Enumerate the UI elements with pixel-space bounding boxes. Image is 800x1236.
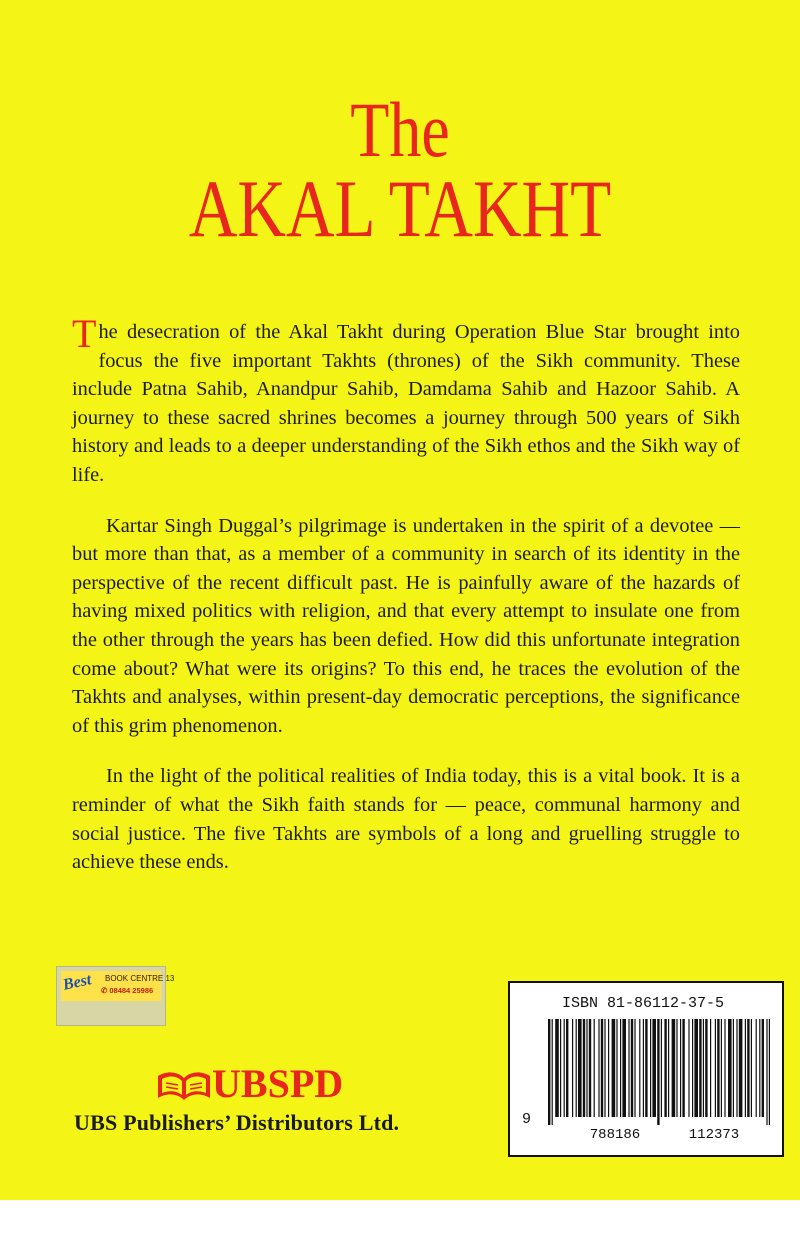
- open-book-icon: [154, 1064, 214, 1104]
- title-akal-takht: AKAL TAKHT: [188, 163, 612, 254]
- blurb-paragraph-1: [72, 311, 740, 490]
- barcode-bar: [762, 1019, 764, 1117]
- isbn-label: ISBN 81-86112-37-5: [562, 995, 725, 1012]
- barcode-left-digits: 788186: [576, 1127, 654, 1143]
- barcode-bar: [583, 1019, 585, 1117]
- barcode-bar: [620, 1019, 621, 1117]
- barcode-bar: [650, 1019, 651, 1117]
- bookshop-sticker: [56, 966, 175, 1026]
- sticker-phone: ✆ 08484 25986: [101, 986, 154, 995]
- publisher-brand: UBSPD: [212, 1061, 344, 1106]
- barcode-bar: [703, 1019, 704, 1117]
- barcode-bar: [736, 1019, 737, 1117]
- barcode-bar: [645, 1019, 647, 1117]
- blurb-text: [72, 311, 740, 899]
- title-the: The: [350, 86, 450, 173]
- barcode-bar: [634, 1019, 635, 1117]
- barcode-bar: [705, 1019, 707, 1117]
- barcode-bar: [589, 1019, 591, 1117]
- barcode-bar: [717, 1019, 719, 1117]
- barcode-bar: [566, 1019, 568, 1117]
- barcode-bar: [555, 1019, 559, 1117]
- sticker-brand: Best: [61, 971, 93, 994]
- barcode-bar: [682, 1019, 684, 1117]
- barcode-bar: [576, 1019, 577, 1117]
- barcode-bar: [604, 1019, 605, 1117]
- barcode-bar: [639, 1019, 640, 1117]
- barcode-bar: [552, 1019, 553, 1125]
- barcode-bar: [747, 1019, 749, 1117]
- barcode-bar: [699, 1019, 701, 1117]
- barcode-lead-digit: 9: [522, 1111, 532, 1128]
- barcode-bar: [688, 1019, 689, 1117]
- barcode-bar: [724, 1019, 725, 1117]
- barcode-bar: [692, 1019, 693, 1117]
- barcode-bar: [676, 1019, 677, 1117]
- barcode-bar: [710, 1019, 711, 1117]
- sticker-label: [61, 971, 175, 1001]
- barcode-bar: [643, 1019, 644, 1117]
- barcode-bar: [745, 1019, 746, 1117]
- barcode-right-digits: 112373: [674, 1127, 754, 1143]
- barcode-bar: [721, 1019, 722, 1117]
- barcode-bar: [608, 1019, 609, 1117]
- barcode-bar: [672, 1019, 676, 1117]
- barcode-bar: [769, 1019, 770, 1125]
- sticker-shop-name: [105, 974, 174, 983]
- barcode-bar: [661, 1019, 662, 1117]
- barcode-bar: [548, 1019, 550, 1125]
- barcode-bar: [657, 1019, 659, 1125]
- barcode-bar: [631, 1019, 633, 1117]
- barcode-bar: [601, 1019, 603, 1117]
- sticker-number: 13: [165, 974, 175, 983]
- barcode-bar: [586, 1019, 587, 1117]
- barcode-bar: [616, 1019, 617, 1117]
- barcode-bar: [715, 1019, 716, 1117]
- barcode-bar: [739, 1019, 743, 1117]
- barcode-bar: [751, 1019, 752, 1117]
- barcode-bar: [766, 1019, 767, 1125]
- barcode-bar: [628, 1019, 629, 1117]
- barcode-bar: [612, 1019, 616, 1117]
- barcode-bar: [622, 1019, 626, 1117]
- barcode-bar: [598, 1019, 599, 1117]
- barcode-bar: [560, 1019, 561, 1117]
- barcode-bar: [733, 1019, 734, 1117]
- barcode-bars: [548, 1019, 770, 1125]
- blurb-paragraph-3: In the light of the political realities of India today, this is a vital book. It is a reminder of what the Sikh faith stands for — peace, communal harmony and social justice. The five Takhts are symbols of a long and gruelling struggle to achieve these ends.: [72, 765, 740, 874]
- barcode-bar: [572, 1019, 573, 1117]
- barcode-bar: [578, 1019, 582, 1117]
- publisher-full-name: UBS Publishers’ Distributors Ltd.: [74, 1110, 400, 1135]
- barcode-bar: [680, 1019, 681, 1117]
- blurb-paragraph-1-text: he desecration of the Akal Takht during Operation Blue Star brought into focus the five important Takhts (thrones) of the Sikh community. These include Patna Sahib, Anandpur Sahib, Damdama Sahib and Hazoor Sahib. A journey to these sacred shrines becomes a journey through 500 years of Sikh history and leads to a deeper understanding of the Sikh ethos and the Sikh way of life.: [72, 321, 740, 486]
- barcode-bar: [756, 1019, 757, 1117]
- isbn-barcode: [508, 981, 784, 1157]
- barcode-bar: [694, 1019, 698, 1117]
- drop-cap: T: [72, 311, 97, 356]
- sticker-name-text: BOOK CENTRE: [105, 974, 164, 983]
- barcode-bar: [652, 1019, 656, 1117]
- barcode-bar: [564, 1019, 565, 1117]
- barcode-bar: [668, 1019, 669, 1117]
- barcode-bar: [594, 1019, 595, 1117]
- blurb-paragraph-2: Kartar Singh Duggal’s pilgrimage is undertaken in the spirit of a devotee — but more than that, as a member of a community in search of its identity in the perspective of the recent difficult past. He is painfully aware of the hazards of having mixed politics with religion, and that every attempt to insulate one from the other through the years has been defied. How did this unfortunate integration come about? What were its origins? To this end, he traces the evolution of the Takhts and analyses, within present-day democratic perceptions, the significance of this grim phenomenon.: [72, 514, 740, 737]
- barcode-bar: [728, 1019, 732, 1117]
- barcode-bar: [664, 1019, 666, 1117]
- barcode-bar: [759, 1019, 760, 1117]
